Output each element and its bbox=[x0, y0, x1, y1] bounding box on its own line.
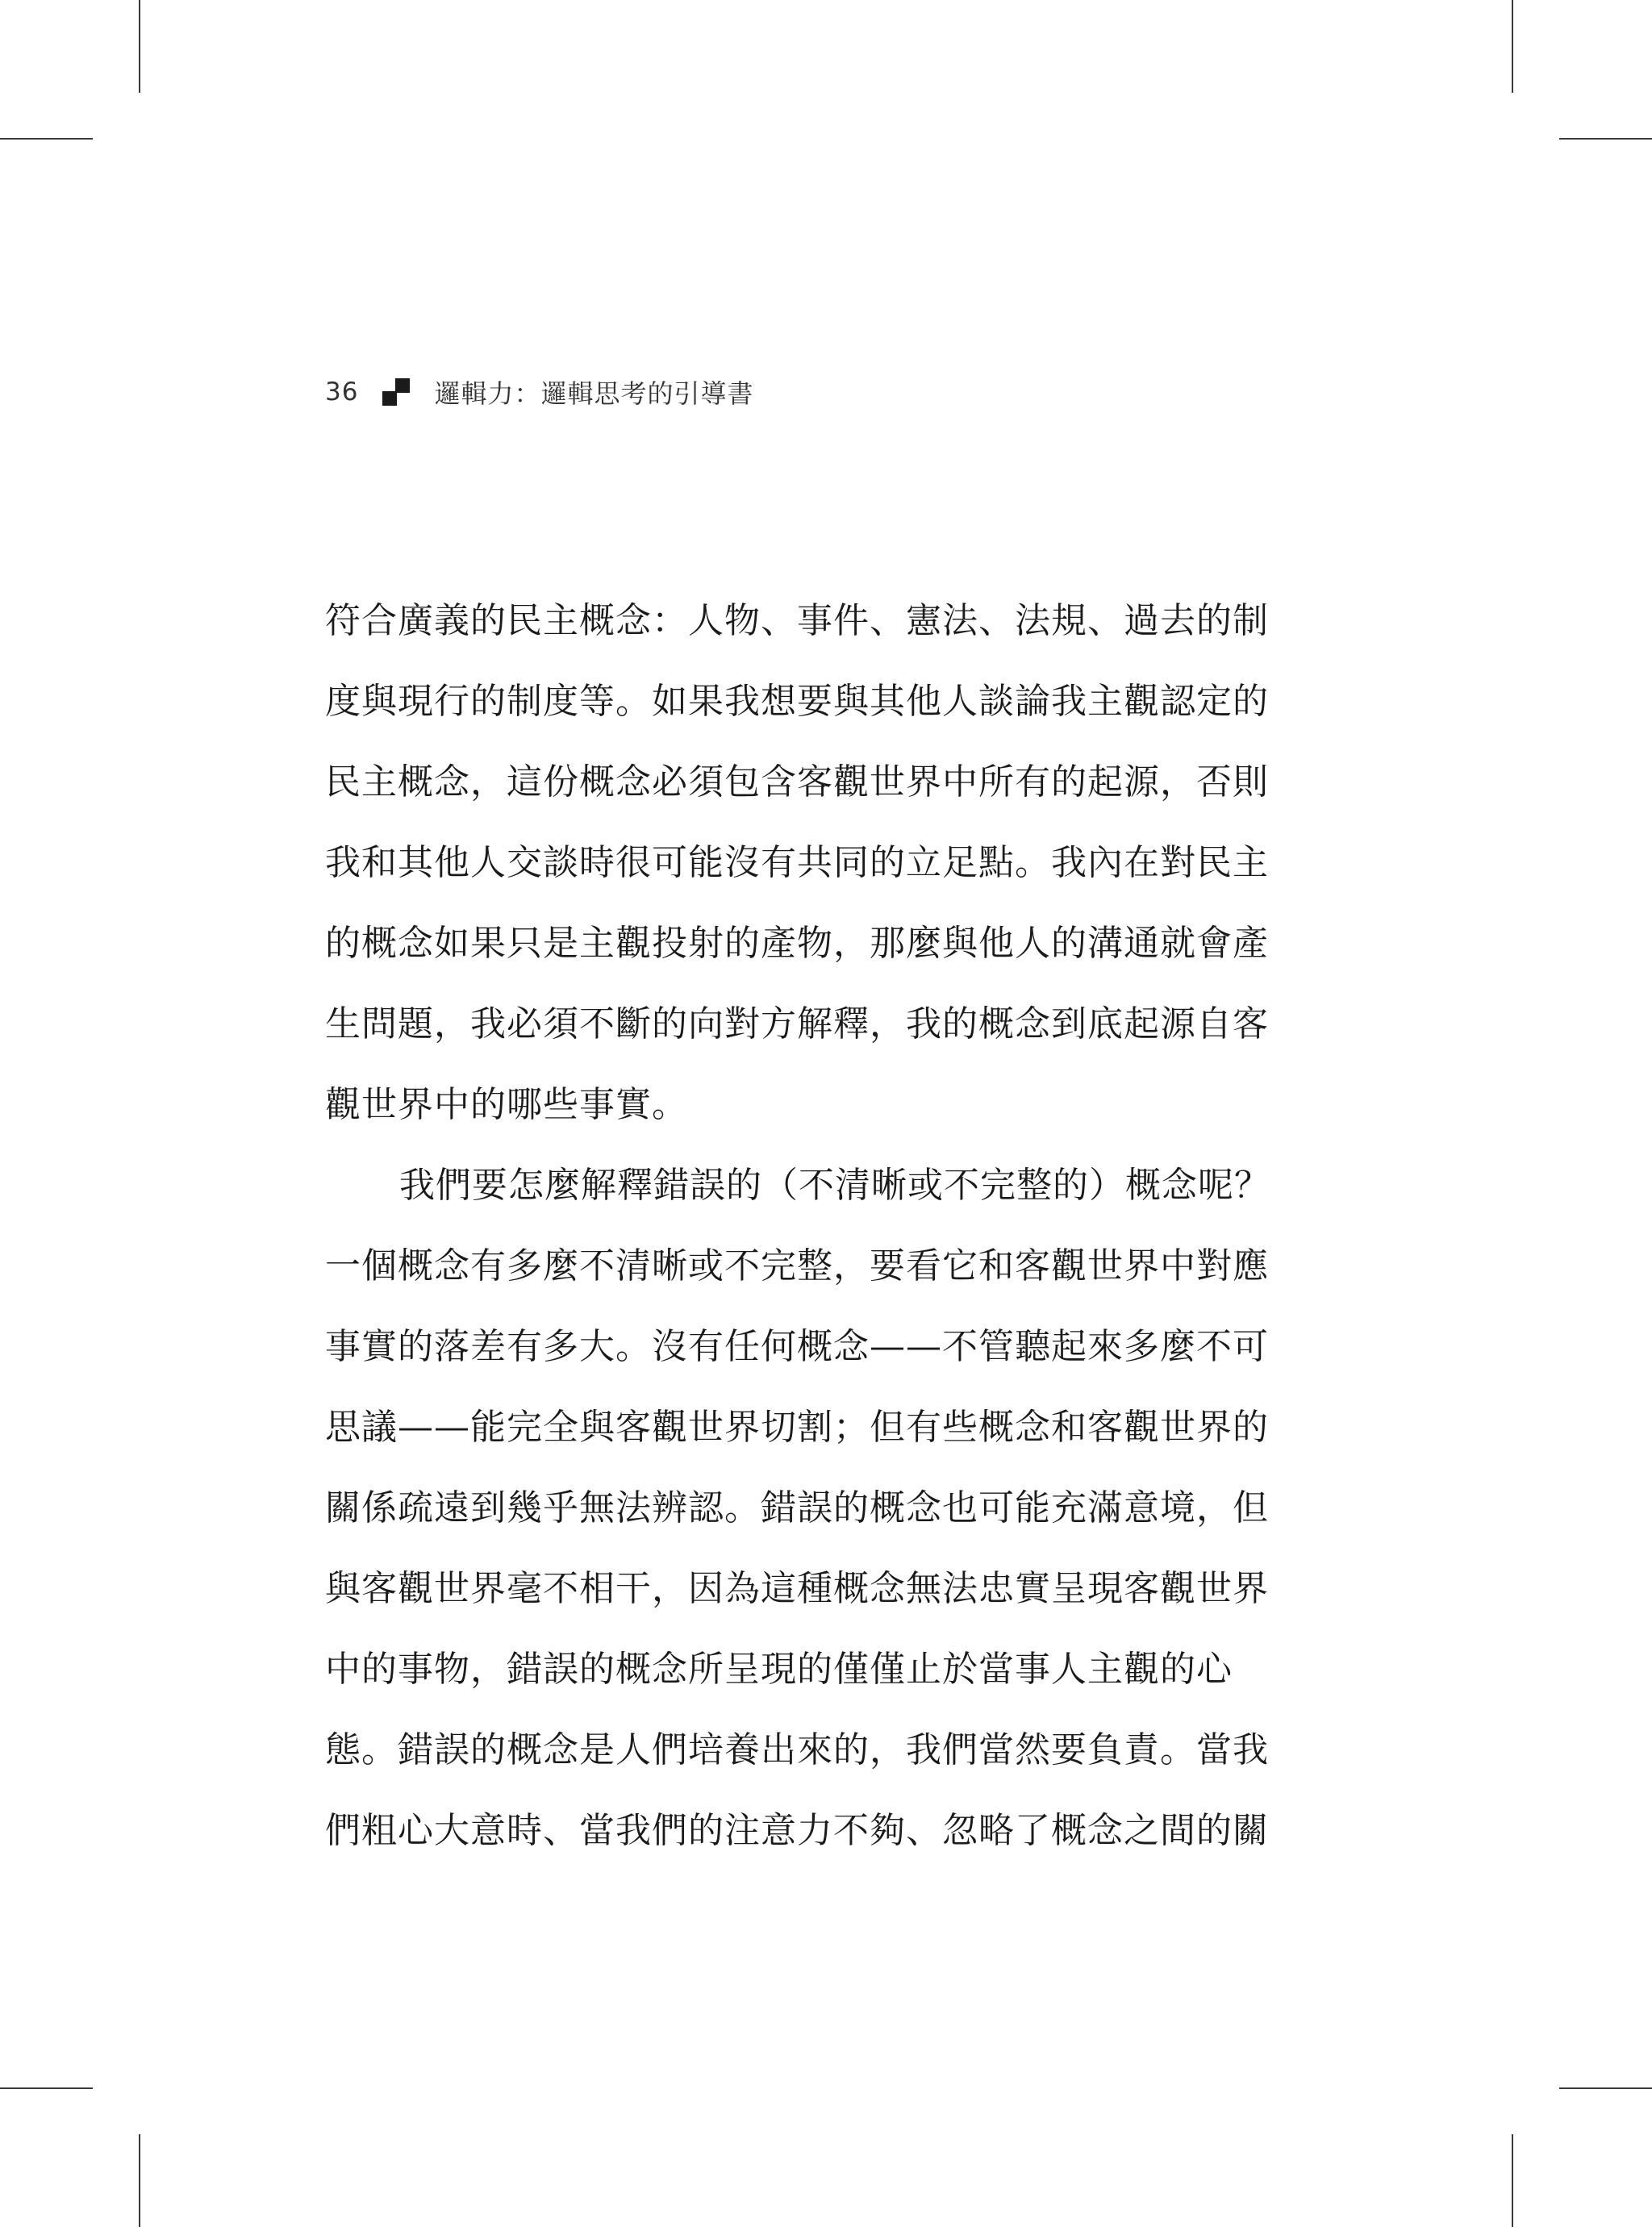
text-line: 中的事物，錯誤的概念所呈現的僅僅止於當事人主觀的心 bbox=[325, 1649, 1233, 1690]
paragraph-1 bbox=[325, 581, 1285, 1145]
running-header bbox=[325, 373, 753, 411]
crop-mark-top-right-horizontal bbox=[1559, 138, 1652, 140]
crop-mark-bottom-left-vertical bbox=[139, 2134, 140, 2227]
text-line: 一個概念有多麼不清晰或不完整，要看它和客觀世界中對應 bbox=[325, 1245, 1269, 1287]
text-line: 與客觀世界毫不相干，因為這種概念無法忠實呈現客觀世界 bbox=[325, 1568, 1269, 1609]
text-line: 關係疏遠到幾乎無法辨認。錯誤的概念也可能充滿意境，但 bbox=[325, 1487, 1269, 1528]
text-line bbox=[325, 1871, 1285, 1952]
crop-mark-bottom-right-vertical bbox=[1512, 2134, 1513, 2227]
text-line: 民主概念，這份概念必須包含客觀世界中所有的起源，否則 bbox=[325, 761, 1269, 803]
paragraph-2 bbox=[325, 1145, 1285, 1952]
text-line: 事實的落差有多大。沒有任何概念——不管聽起來多麼不可 bbox=[325, 1326, 1269, 1367]
crop-mark-top-left-horizontal bbox=[0, 138, 93, 140]
body-text bbox=[325, 581, 1285, 1952]
text-line: 的概念如果只是主觀投射的產物，那麼與他人的溝通就會產 bbox=[325, 923, 1269, 964]
crop-mark-top-left-vertical bbox=[139, 0, 140, 93]
text-line: 我們要怎麼解釋錯誤的（不清晰或不完整的）概念呢？ bbox=[399, 1165, 1270, 1206]
crop-mark-bottom-right-horizontal bbox=[1559, 2087, 1652, 2089]
text-line: 們粗心大意時、當我們的注意力不夠、忽略了概念之間的關 bbox=[325, 1810, 1269, 1851]
text-line: 度與現行的制度等。如果我想要與其他人談論我主觀認定的 bbox=[325, 681, 1269, 722]
text-line: 生問題，我必須不斷的向對方解釋，我的概念到底起源自客 bbox=[325, 1003, 1269, 1045]
page-mark-icon bbox=[382, 378, 410, 406]
book-title: 邏輯力：邏輯思考的引導書 bbox=[434, 378, 754, 409]
page-number: 36 bbox=[325, 377, 359, 407]
text-line: 觀世界中的哪些事實。 bbox=[325, 1084, 688, 1125]
text-line: 思議——能完全與客觀世界切割；但有些概念和客觀世界的 bbox=[325, 1407, 1269, 1448]
text-line: 符合廣義的民主概念：人物、事件、憲法、法規、過去的制 bbox=[325, 600, 1269, 641]
text-line: 我和其他人交談時很可能沒有共同的立足點。我內在對民主 bbox=[325, 842, 1269, 883]
crop-mark-top-right-vertical bbox=[1512, 0, 1513, 93]
text-line: 態。錯誤的概念是人們培養出來的，我們當然要負責。當我 bbox=[325, 1729, 1269, 1770]
crop-mark-bottom-left-horizontal bbox=[0, 2087, 93, 2089]
